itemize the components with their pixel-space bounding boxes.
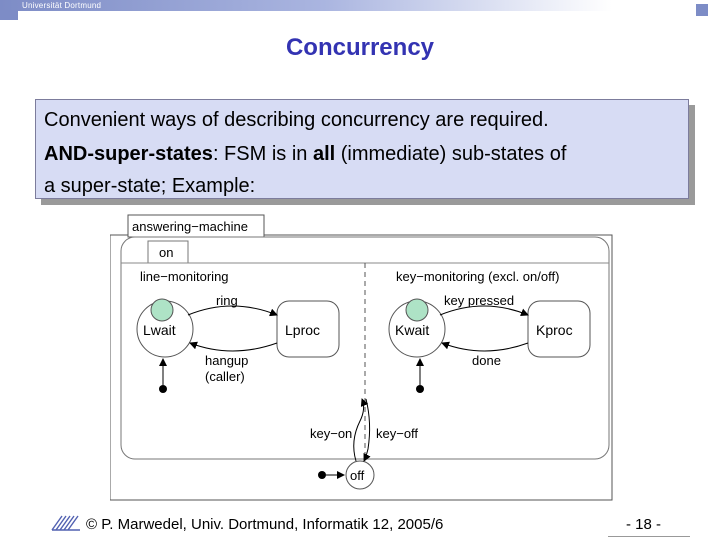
- answering-machine-label: answering−machine: [132, 219, 248, 234]
- page-number: - 18 -: [626, 516, 662, 533]
- lwait-label: Lwait: [143, 322, 176, 338]
- right-initial-dot: [416, 385, 424, 393]
- text-line-2-rest: (immediate) sub-states of: [335, 143, 567, 165]
- key-off-label: key−off: [376, 426, 419, 441]
- lwait-highlight: [151, 299, 173, 321]
- state-diagram: [110, 213, 616, 503]
- all-term: all: [312, 143, 336, 165]
- slide-title: Concurrency: [285, 34, 435, 61]
- lproc-label: Lproc: [285, 322, 321, 338]
- ring-label: ring: [216, 293, 238, 308]
- hangup-label: hangup: [205, 353, 249, 368]
- and-super-states-term: AND-super-states: [44, 143, 213, 165]
- done-label: done: [472, 353, 501, 368]
- footer-credit: © P. Marwedel, Univ. Dortmund, Informatik 12, 2005/6: [86, 516, 444, 533]
- university-logo-icon: [50, 512, 82, 534]
- left-initial-dot: [159, 385, 167, 393]
- on-label: on: [159, 245, 174, 260]
- text-line-1: Convenient ways of describing concurrency are required.: [44, 109, 549, 131]
- off-label: off: [350, 468, 365, 483]
- text-line-2-mid: : FSM is in: [212, 143, 313, 165]
- footer-underline: [608, 536, 690, 537]
- kwait-highlight: [406, 299, 428, 321]
- key-on-label: key−on: [310, 426, 353, 441]
- header-tab: [0, 10, 18, 20]
- key-pressed-label: key pressed: [444, 293, 515, 308]
- off-initial-dot: [318, 471, 326, 479]
- header-bar: [0, 0, 720, 11]
- text-box: [35, 99, 689, 199]
- university-label: Universität Dortmund: [22, 1, 102, 10]
- text-line-2: [44, 143, 566, 166]
- caller-label: (caller): [205, 369, 245, 384]
- text-line-3: a super-state; Example:: [44, 175, 256, 197]
- corner-square: [696, 4, 708, 16]
- kproc-label: Kproc: [536, 322, 573, 338]
- key-monitoring-label: key−monitoring (excl. on/off): [396, 269, 560, 284]
- kwait-label: Kwait: [395, 322, 430, 338]
- line-monitoring-label: line−monitoring: [140, 269, 229, 284]
